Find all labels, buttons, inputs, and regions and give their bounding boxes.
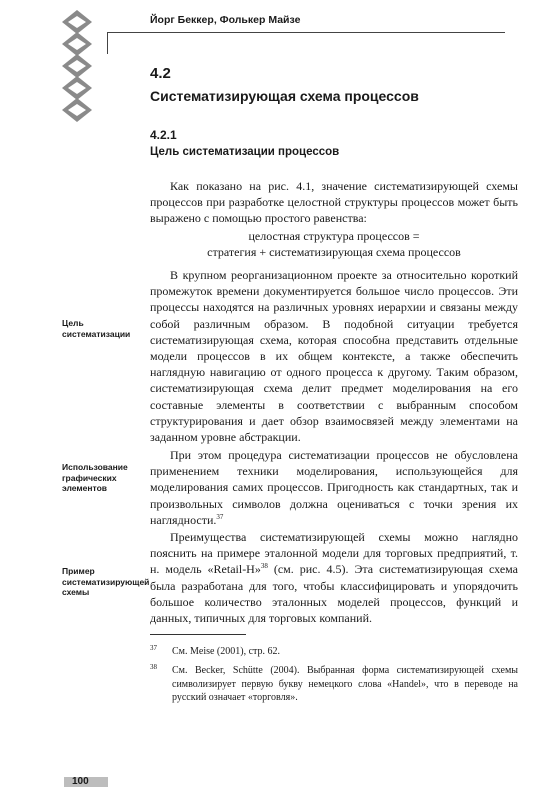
running-head: Йорг Беккер, Фолькер Майзе [150,14,301,26]
footnote-37 [150,645,518,659]
ornament-decoration [62,10,92,128]
subsection-number: 4.2.1 [150,128,177,142]
footnote-37-text: См. Meise (2001), стр. 62. [172,646,281,657]
footnote-ref-37: 37 [216,512,224,521]
subsection-title: Цель систематизации процессов [150,146,340,158]
paragraph-procedure-text: При этом процедура систематизации процессов не обусловлена применением техники моделирования, использующейся для моделирования самих процессов. Пригодность как стандартных, так и произвольных символов должна оцениваться с точки зрения их наглядности. [150,448,518,527]
paragraph-procedure [150,447,518,528]
footnote-38 [150,664,518,705]
footnote-38-number: 38 [150,663,157,671]
paragraph-advantages-text-b: (см. рис. 4.5). Эта систематизирующая схема была разработана для того, чтобы классифицировать и упорядочить большое количество эталонных моделей процессов, функций и данных, типичных для торговых компаний. [150,562,518,626]
section-number: 4.2 [150,65,171,82]
margin-note-graphics: Использование графических элементов [62,462,128,493]
formula-line-2: стратегия + систематизирующая схема процессов [207,245,461,259]
footnote-37-number: 37 [150,644,157,652]
margin-note-example: Пример систематизирующей схемы [62,566,150,597]
formula-line-1: целостная структура процессов = [248,229,420,243]
paragraph-project: В крупном реорганизационном проекте за относительно короткий промежуток времени документируется большое число процессов. Эти процессы находятся на различных уровнях иерархии и связаны между собой различным образом. В подобной ситуации требуется систематизирующая схема, которая способна представить отдельные модели процессов в их общем контексте, а также обеспечить наглядную навигацию от одного процесса к другому. Таким образом, систематизирующая схема делит предмет моделирования на его составные элементы в соответствии с выбранным способом структурирования и дает обзор взаимосвязей между элементами на заданном уровне абстракции. [150,268,518,445]
formula [150,228,518,260]
header-rule [107,32,505,33]
footnote-38-text: См. Becker, Schütte (2004). Выбранная форма систематизирующей схемы символизирует первую букву немецкого слова «Handel», что в переводе на русский означает «торговля». [172,665,518,703]
paragraph-advantages-text-a: Преимущества систематизирующей схемы можно наглядно пояснить на примере эталонной модели для торговых предприятий, т. н. модель «Retail-H» [150,530,518,577]
footnote-rule [150,634,246,635]
page-number: 100 [72,776,89,787]
footnote-ref-38: 38 [260,562,268,571]
header-left-rule [107,32,108,54]
section-title: Систематизирующая схема процессов [150,88,419,104]
paragraph-intro: Как показано на рис. 4.1, значение систематизирующей схемы процессов при разработке целостной структуры процессов может быть выражено с помощью простого равенства: [150,179,518,226]
paragraph-advantages [150,529,518,626]
margin-note-goal: Цель систематизации [62,318,131,339]
